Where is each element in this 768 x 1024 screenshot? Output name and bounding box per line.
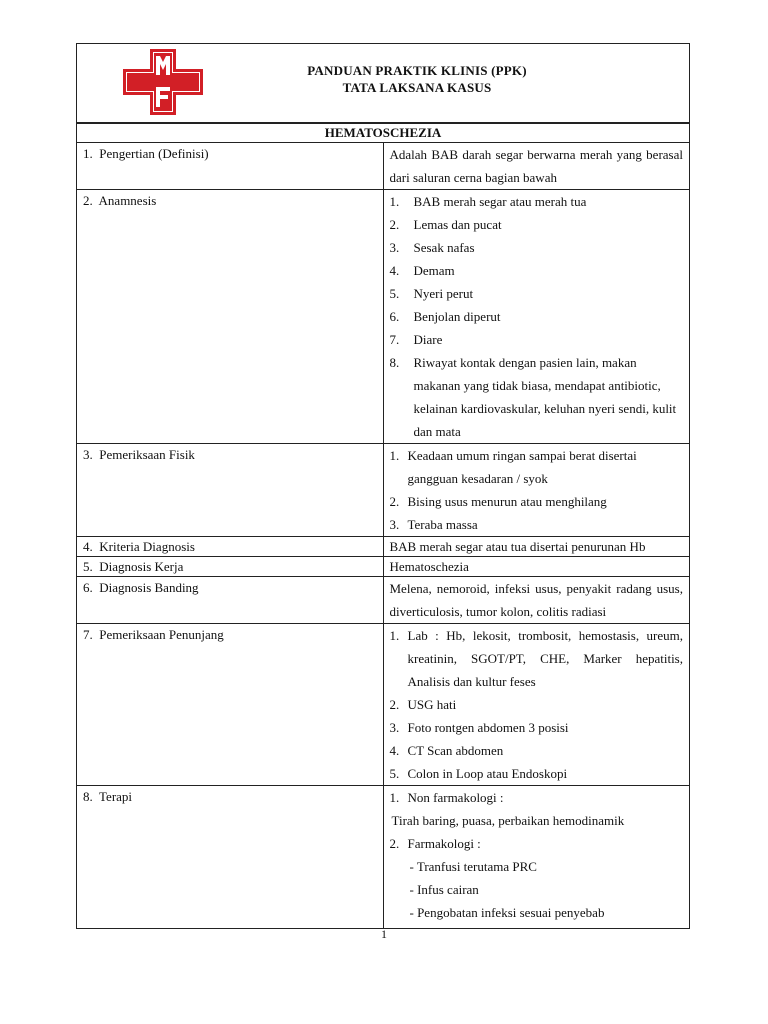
row-content-penunjang	[383, 624, 690, 786]
list-item: 2. USG hati	[389, 697, 457, 712]
list-item: 2. Bising usus menurun atau menghilang	[389, 494, 607, 509]
row-content-anamnesis	[383, 190, 690, 444]
row-content-diagnosis-banding: Melena, nemoroid, infeksi usus, penyakit radang usus, diverticulosis, tumor kolon, colitis radiasi	[383, 577, 690, 624]
list-item: 1. BAB merah segar atau merah tua	[389, 194, 587, 209]
list-item: 3. Foto rontgen abdomen 3 posisi	[389, 720, 569, 735]
row-label-pemeriksaan-fisik: 3. Pemeriksaan Fisik	[77, 444, 384, 537]
list-item: 6. Benjolan diperut	[389, 309, 501, 324]
list-item: 2. Farmakologi :	[389, 836, 481, 851]
row-diagnosis-kerja	[77, 557, 690, 577]
page-number: 1	[381, 927, 387, 941]
row-diagnosis-banding	[77, 577, 690, 624]
row-content-pengertian: Adalah BAB darah segar berwarna merah yang berasal dari saluran cerna bagian bawah	[383, 143, 690, 190]
ppk-table	[76, 123, 690, 929]
row-label-pengertian: 1. Pengertian (Definisi)	[77, 143, 384, 190]
row-pemeriksaan-fisik	[77, 444, 690, 537]
farmakologi-item: - Tranfusi terutama PRC	[409, 859, 537, 874]
list-item: 5. Nyeri perut	[389, 286, 474, 301]
list-item: 3. Sesak nafas	[389, 240, 475, 255]
list-item: 5. Colon in Loop atau Endoskopi	[389, 766, 568, 781]
list-item: 1. Lab : Hb, lekosit, trombosit, hemostasis, ureum, kreatinin, SGOT/PT, CHE, Marker hepatitis, Analisis dan kultur feses	[389, 628, 683, 689]
list-item: 7. Diare	[389, 332, 443, 347]
row-label-diagnosis-banding: 6. Diagnosis Banding	[77, 577, 384, 624]
document-header-title	[292, 62, 542, 96]
list-item: 2. Lemas dan pucat	[389, 217, 502, 232]
list-item: 1. Non farmakologi :	[389, 790, 504, 805]
document-title: HEMATOSCHEZIA	[77, 124, 690, 143]
header-title-line1: PANDUAN PRAKTIK KLINIS (PPK)	[307, 63, 527, 78]
row-terapi	[77, 786, 690, 929]
document-header	[76, 43, 690, 123]
farmakologi-item: - Pengobatan infeksi sesuai penyebab	[409, 905, 605, 920]
header-title-line2: TATA LAKSANA KASUS	[342, 80, 492, 95]
row-pengertian	[77, 143, 690, 190]
row-kriteria-diagnosis	[77, 537, 690, 557]
row-label-penunjang: 7. Pemeriksaan Penunjang	[77, 624, 384, 786]
row-content-terapi	[383, 786, 690, 929]
row-label-diagnosis-kerja: 5. Diagnosis Kerja	[77, 557, 384, 577]
list-item: 3. Teraba massa	[389, 517, 478, 532]
row-label-terapi: 8. Terapi	[77, 786, 384, 929]
hospital-logo-icon	[123, 49, 203, 115]
row-content-pemeriksaan-fisik	[383, 444, 690, 537]
list-item: 8. Riwayat kontak dengan pasien lain, makan makanan yang tidak biasa, mendapat antibiotic, kelainan kardiovaskular, keluhan nyeri sendi, kulit dan mata	[389, 355, 677, 439]
row-anamnesis	[77, 190, 690, 444]
ppk-document	[76, 43, 690, 929]
list-item: 1. Keadaan umum ringan sampai berat disertai gangguan kesadaran / syok	[389, 448, 637, 486]
row-pemeriksaan-penunjang	[77, 624, 690, 786]
row-content-kriteria: BAB merah segar atau tua disertai penurunan Hb	[383, 537, 690, 557]
row-label-anamnesis: 2. Anamnesis	[77, 190, 384, 444]
row-content-diagnosis-kerja: Hematoschezia	[383, 557, 690, 577]
title-row	[77, 124, 690, 143]
list-item: 4. Demam	[389, 263, 455, 278]
farmakologi-item: - Infus cairan	[409, 882, 479, 897]
row-label-kriteria: 4. Kriteria Diagnosis	[77, 537, 384, 557]
non-farmakologi-text: Tirah baring, puasa, perbaikan hemodinamik	[391, 813, 625, 828]
list-item: 4. CT Scan abdomen	[389, 743, 504, 758]
